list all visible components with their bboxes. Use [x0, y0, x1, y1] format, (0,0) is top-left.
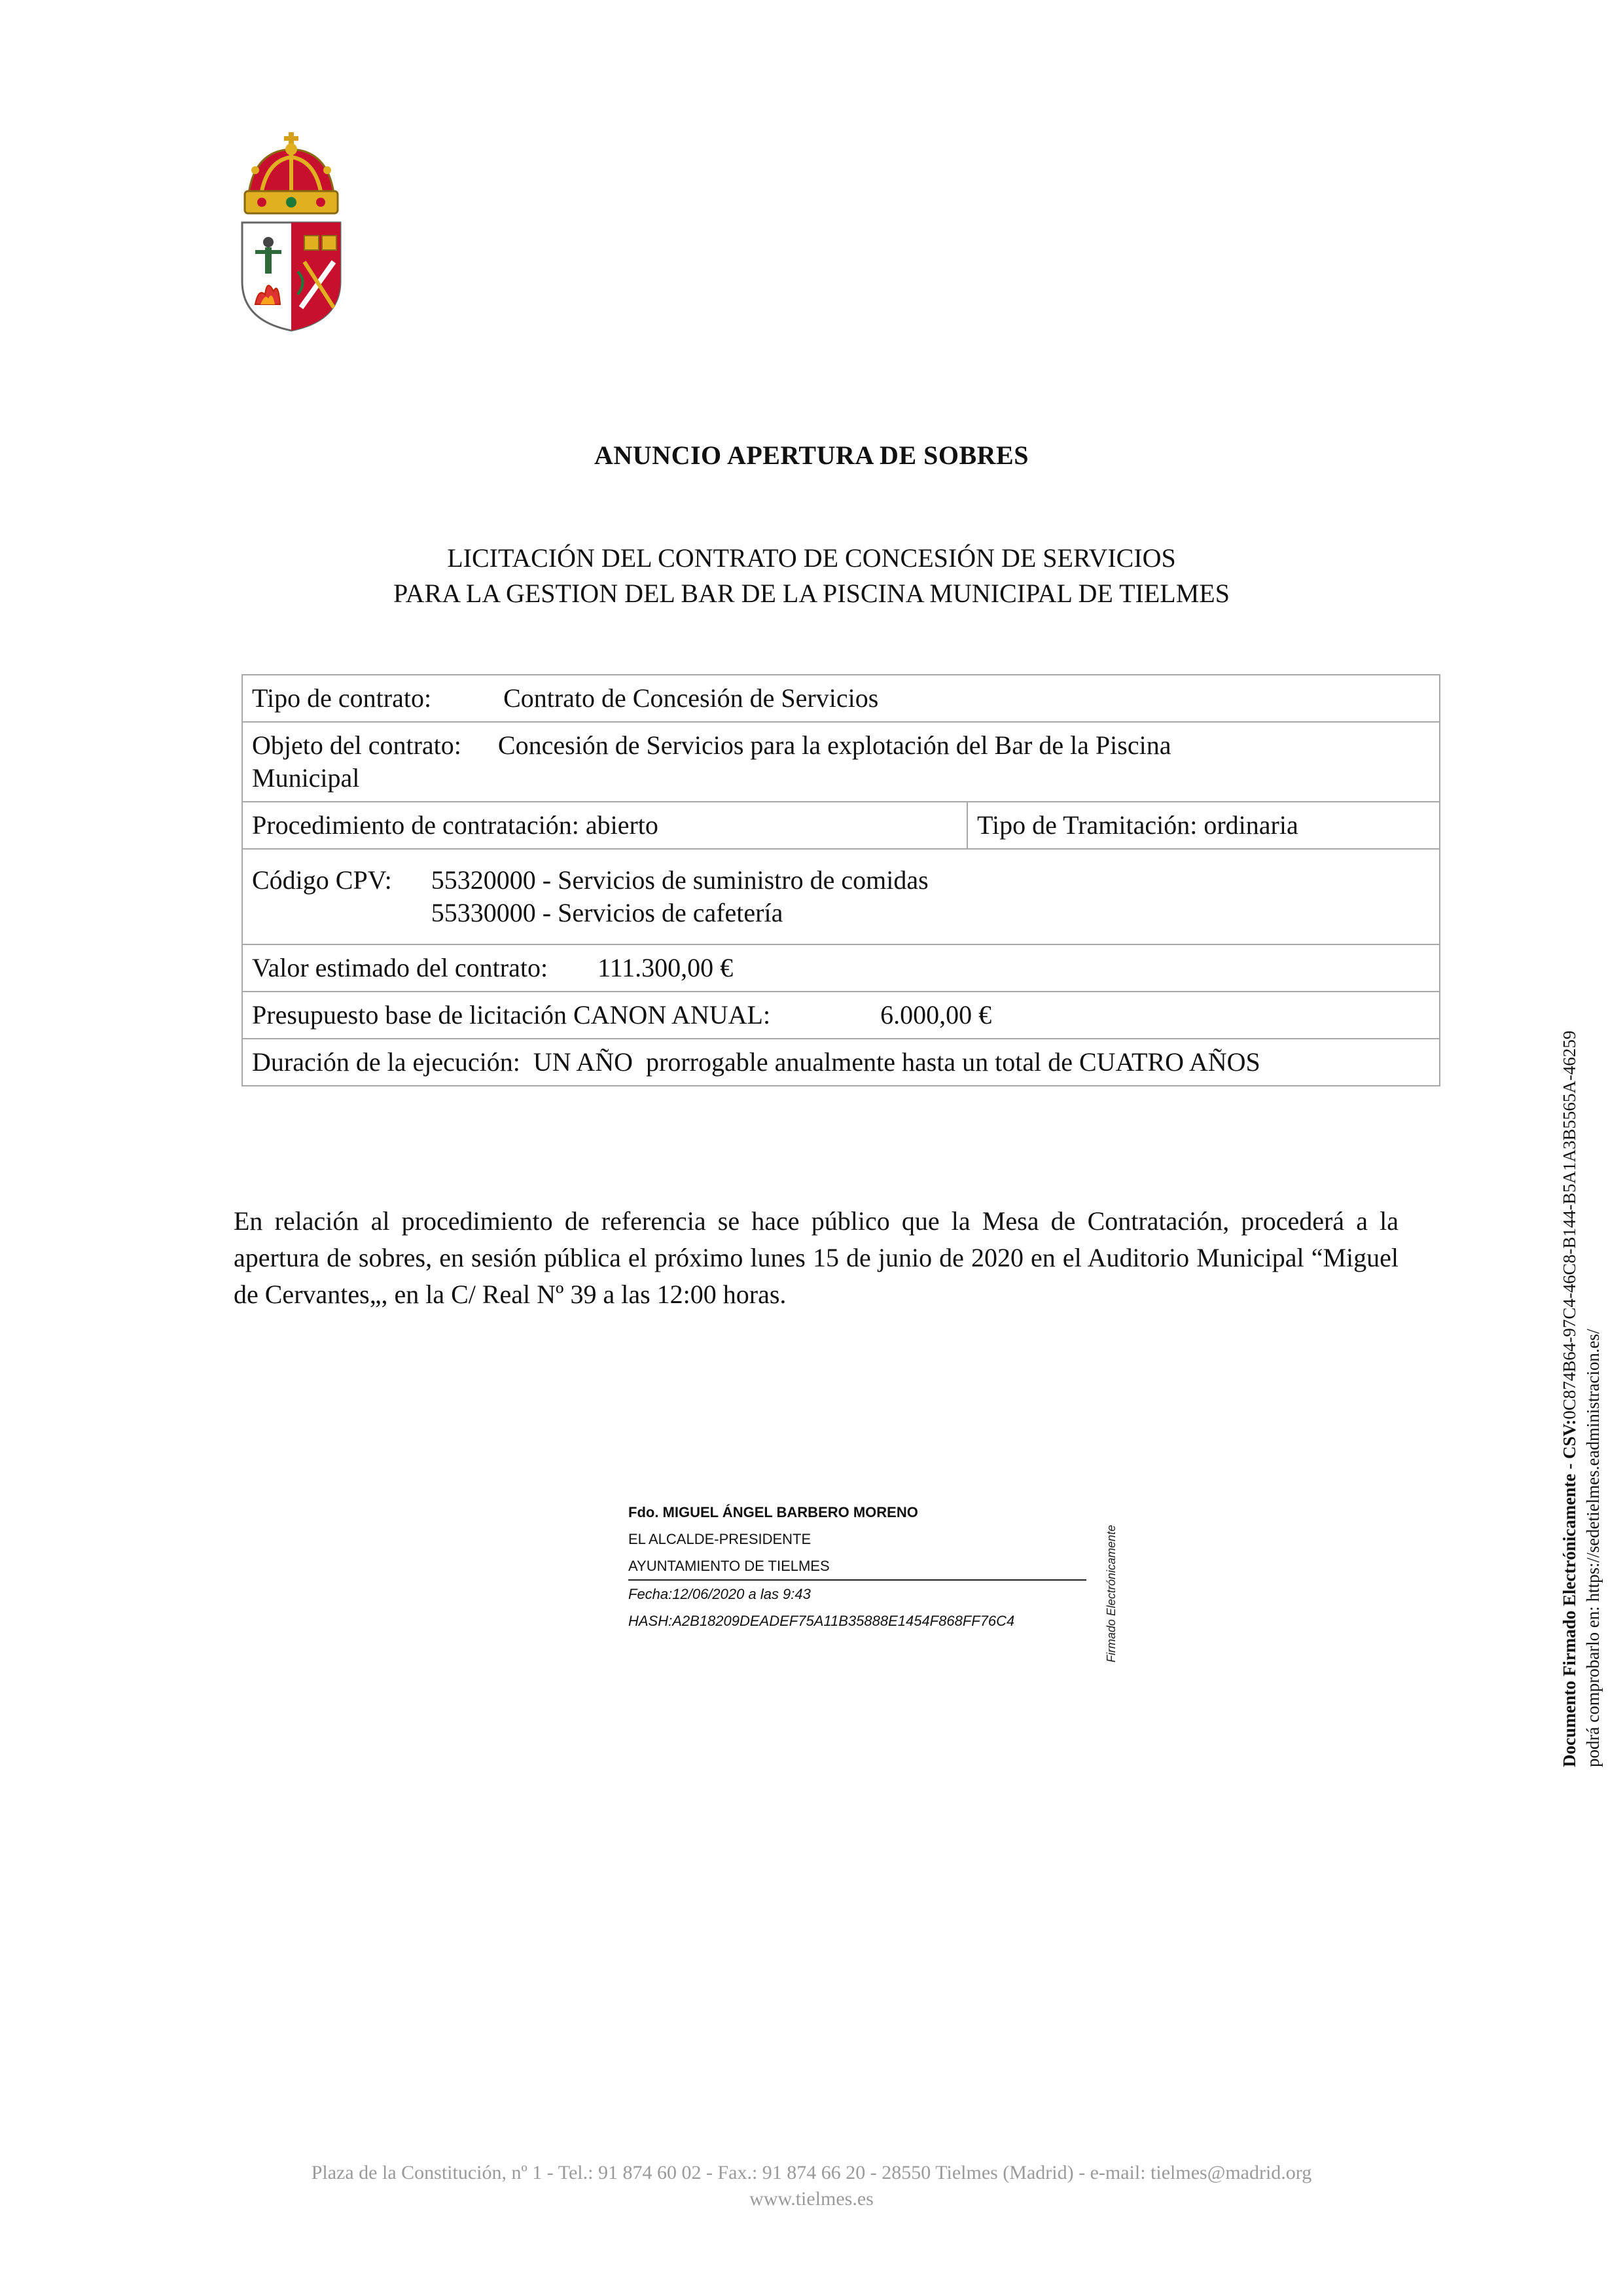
footer-website: www.tielmes.es [749, 2188, 874, 2210]
signature-hash: HASH:A2B18209DEADEF75A11B35888E1454F868FF76C4 [628, 1613, 1015, 1629]
table-row-duracion [242, 1039, 1440, 1086]
cpv-code-2: 55330000 - Servicios de cafetería [431, 898, 783, 927]
signer-entity: AYUNTAMIENTO DE TIELMES [628, 1552, 1086, 1581]
crest-icon [236, 131, 347, 334]
cpv-label: Código CPV: [252, 865, 392, 895]
cell-valor [242, 944, 1440, 992]
tipo-label: Tipo de contrato: [252, 683, 432, 713]
document-subtitle [0, 541, 1623, 611]
signature-stamp [1105, 1505, 1123, 1662]
page-footer [0, 2160, 1623, 2212]
municipal-crest-logo [236, 131, 347, 334]
objeto-value-continued: Municipal [252, 763, 360, 793]
signature-block [628, 1499, 1086, 1634]
cell-objeto [242, 722, 1440, 802]
table-row-tipo [242, 675, 1440, 722]
objeto-value: Concesión de Servicios para la explotación del Bar de la Piscina [497, 730, 1171, 760]
announcement-paragraph: En relación al procedimiento de referencia se hace público que la Mesa de Contratación, procederá a la apertura de sobres, en sesión pública el próximo lunes 15 de junio de 2020 en el Auditorio Municipal “Miguel de Cervantes„, en la C/ Real Nº 39 a las 12:00 horas. [234, 1206, 1399, 1309]
cell-tipo [242, 675, 1440, 722]
valor-label: Valor estimado del contrato: [252, 953, 548, 982]
signer-name: Fdo. MIGUEL ÁNGEL BARBERO MORENO [628, 1504, 918, 1520]
contract-info-table [241, 674, 1440, 1086]
table-row-presupuesto [242, 992, 1440, 1039]
side-csv-text [1558, 962, 1605, 1767]
side-csv-verification [1558, 962, 1616, 1767]
document-title: ANUNCIO APERTURA DE SOBRES [594, 440, 1029, 470]
objeto-label: Objeto del contrato: [252, 730, 461, 760]
signer-role: EL ALCALDE-PRESIDENTE [628, 1531, 812, 1547]
presupuesto-label: Presupuesto base de licitación CANON ANUAL: [252, 1000, 771, 1030]
side-csv-line-1 [1558, 962, 1581, 1767]
signature-date: Fecha:12/06/2020 a las 9:43 [628, 1586, 811, 1602]
tipo-value: Contrato de Concesión de Servicios [503, 683, 879, 713]
cell-tramitacion: Tipo de Tramitación: ordinaria [967, 802, 1440, 849]
table-row-valor [242, 944, 1440, 992]
cpv-codes [431, 864, 929, 929]
side-csv-prefix: Documento Firmado Electrónicamente - CSV: [1560, 1419, 1579, 1767]
signature-stamp-text: Firmado Electrónicamente [1105, 1524, 1118, 1662]
cell-cpv [242, 849, 1440, 944]
cell-presupuesto [242, 992, 1440, 1039]
table-row-procedimiento [242, 802, 1440, 849]
cpv-code-1: 55320000 - Servicios de suministro de comidas [431, 865, 929, 895]
cell-procedimiento: Procedimiento de contratación: abierto [242, 802, 967, 849]
presupuesto-value: 6.000,00 € [880, 1000, 992, 1030]
side-csv-code: 0C874B64-97C4-46C8-B144-B5A1A3B5565A-46259 [1560, 1030, 1579, 1420]
footer-address: Plaza de la Constitución, nº 1 - Tel.: 91 874 60 02 - Fax.: 91 874 66 20 - 28550 Tielmes (Madrid) - e-mail: tielmes@madrid.org [311, 2162, 1312, 2183]
subtitle-line-1: LICITACIÓN DEL CONTRATO DE CONCESIÓN DE SERVICIOS [447, 543, 1176, 573]
subtitle-line-2: PARA LA GESTION DEL BAR DE LA PISCINA MUNICIPAL DE TIELMES [393, 579, 1230, 608]
table-row-objeto [242, 722, 1440, 802]
cell-duracion: Duración de la ejecución: UN AÑO prorrogable anualmente hasta un total de CUATRO AÑOS [242, 1039, 1440, 1086]
side-csv-line-2: podrá comprobarlo en: https://sedetielmes.eadministracion.es/ [1583, 1329, 1603, 1767]
valor-value: 111.300,00 € [597, 953, 734, 982]
table-row-cpv [242, 849, 1440, 944]
